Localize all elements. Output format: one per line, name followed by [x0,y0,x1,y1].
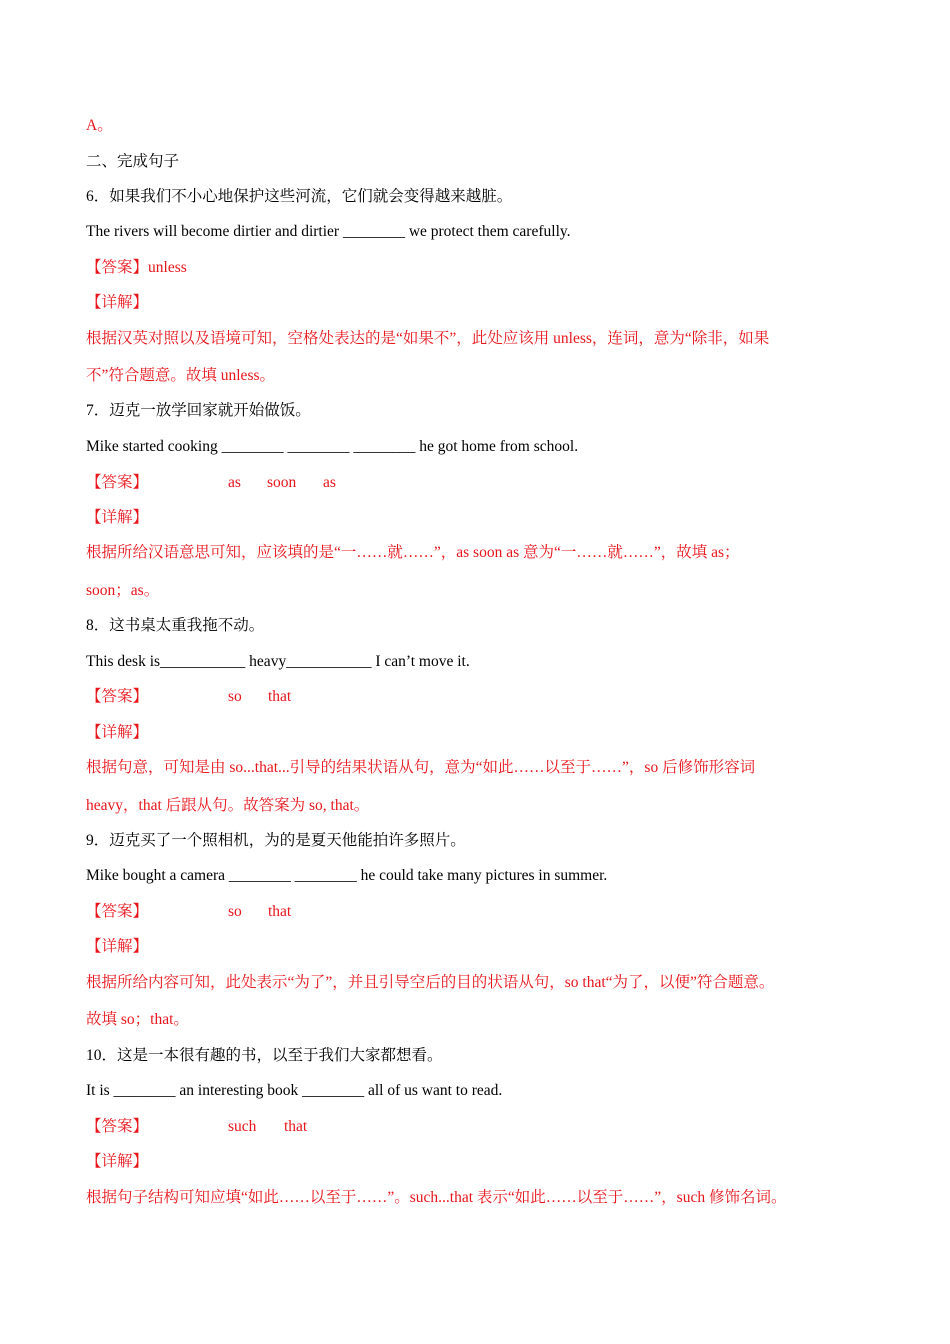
q8-answer-row [86,687,292,707]
q9-detail-label: 【详解】 [86,938,149,955]
q8-detail-label: 【详解】 [86,724,149,741]
q8-detail-2: heavy，that 后跟从句。故答案为 so, that。 [86,797,370,814]
q6-sentence: The rivers will become dirtier and dirtier ________ we protect them carefully. [86,223,571,240]
q8-answer-1: so [228,688,242,705]
q9-answer-1: so [228,903,242,920]
q7-answer-row [86,473,336,493]
q9-sentence: Mike bought a camera ________ ________ he could take many pictures in summer. [86,867,608,884]
q9-prompt: 9．迈克买了一个照相机，为的是夏天他能拍许多照片。 [86,832,466,849]
q6-detail-label: 【详解】 [86,294,149,311]
q6-detail-2: 不”符合题意。故填 unless。 [86,367,276,384]
q10-answer-1: such [228,1118,257,1135]
answer-label: 【答案】 [86,1118,149,1135]
answer-label: 【答案】 [86,688,149,705]
q8-prompt: 8．这书桌太重我拖不动。 [86,617,265,634]
q8-detail-1: 根据句意，可知是由 so...that...引导的结果状语从句，意为“如此……以至于……”，so 后修饰形容词 [86,759,756,776]
q6-prompt: 6．如果我们不小心地保护这些河流，它们就会变得越来越脏。 [86,188,513,205]
answer-label: 【答案】 [86,903,149,920]
q8-sentence: This desk is___________ heavy___________ I can’t move it. [86,653,470,670]
q7-detail-1: 根据所给汉语意思可知，应该填的是“一……就……”，as soon as 意为“一……就……”，故填 as； [86,544,740,561]
q6-detail-1: 根据汉英对照以及语境可知，空格处表达的是“如果不”，此处应该用 unless，连词，意为“除非，如果 [86,330,770,347]
q7-detail-2: soon；as。 [86,582,160,599]
q6-answer-row [86,258,187,278]
q7-prompt: 7．迈克一放学回家就开始做饭。 [86,402,311,419]
q9-answer-row [86,902,292,922]
q10-answer-row [86,1117,308,1137]
q6-answer: unless [148,259,187,276]
q10-detail-label: 【详解】 [86,1153,149,1170]
q7-detail-label: 【详解】 [86,509,149,526]
q10-sentence: It is ________ an interesting book ________ all of us want to read. [86,1082,503,1099]
q10-prompt: 10．这是一本很有趣的书，以至于我们大家都想看。 [86,1047,443,1064]
q7-answer-3: as [323,474,336,491]
q7-answer-2: soon [267,474,297,491]
answer-label: 【答案】 [86,259,149,276]
q9-answer-2: that [268,903,292,920]
q7-answer-1: as [228,474,241,491]
q8-answer-2: that [268,688,292,705]
q10-detail-1: 根据句子结构可知应填“如此……以至于……”。such...that 表示“如此……以至于……”，such 修饰名词。 [86,1189,787,1206]
q7-sentence: Mike started cooking ________ ________ ________ he got home from school. [86,438,579,455]
q9-detail-1: 根据所给内容可知，此处表示“为了”，并且引导空后的目的状语从句，so that“为了，以便”符合题意。 [86,974,775,991]
section-title: 二、完成句子 [86,153,180,170]
top-answer: A。 [86,117,113,134]
q10-answer-2: that [284,1118,308,1135]
answer-label: 【答案】 [86,474,149,491]
q9-detail-2: 故填 so；that。 [86,1011,189,1028]
